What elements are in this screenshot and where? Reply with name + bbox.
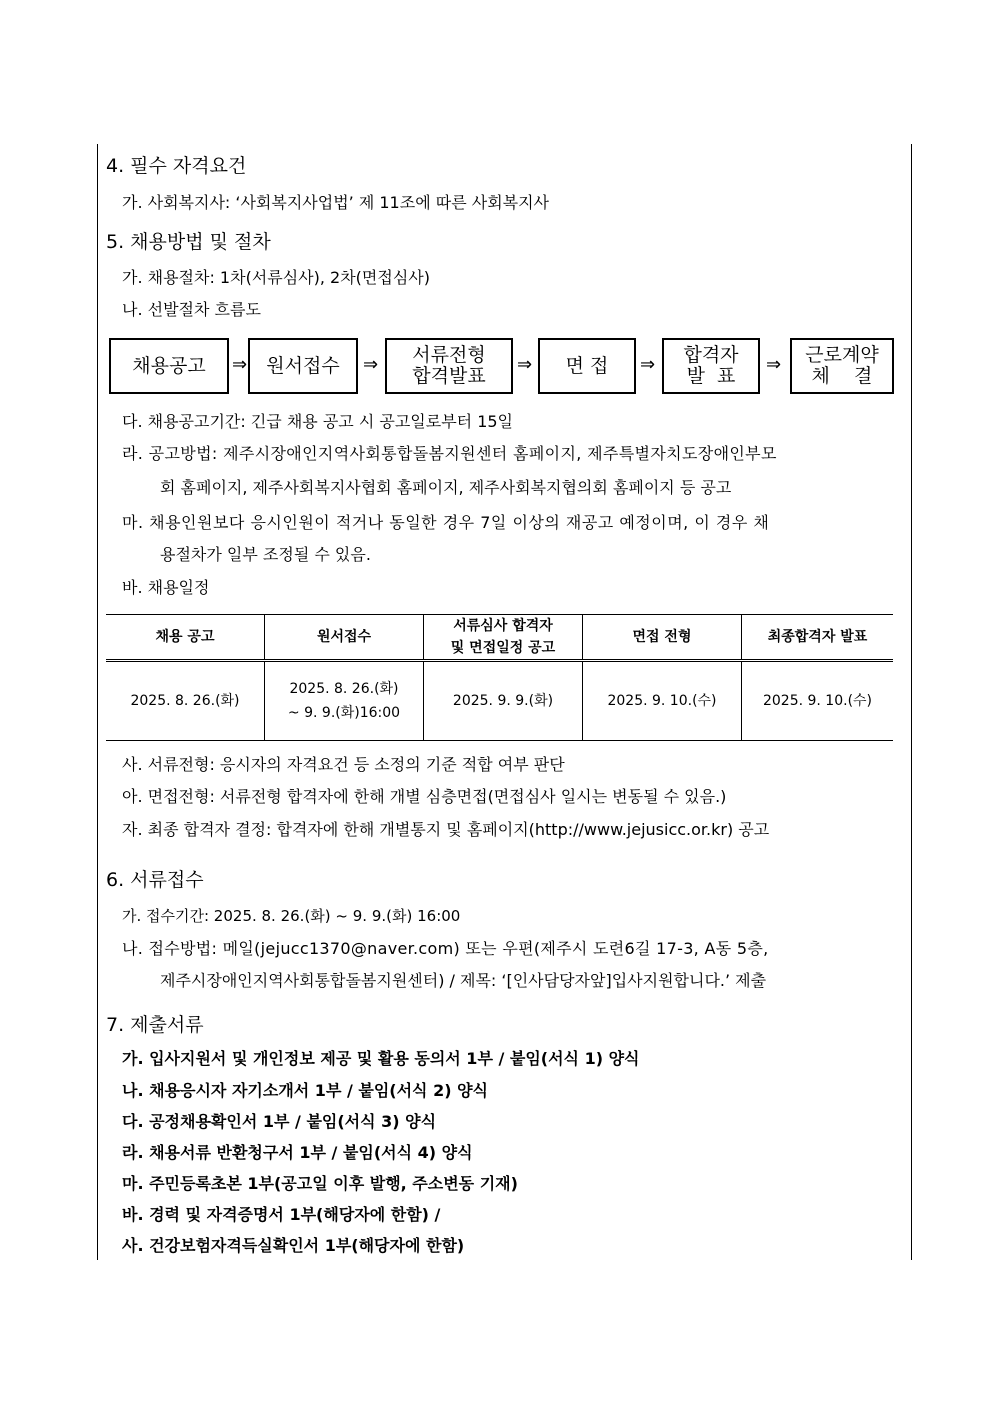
flow-arrow: ⇒ <box>766 354 782 375</box>
section-7-item: 마. 주민등록초본 1부(공고일 이후 발행, 주소변동 기재) <box>122 1174 518 1193</box>
section-5-item-na: 나. 선발절차 흐름도 <box>122 300 261 319</box>
section-6-item-ga: 가. 접수기간: 2025. 8. 26.(화) ~ 9. 9.(화) 16:00 <box>122 907 461 925</box>
schedule-header-cell: 면접 전형 <box>583 615 742 661</box>
flow-step-application: 원서접수 <box>248 338 358 394</box>
section-7-item: 나. 채용응시자 자기소개서 1부 / 붙임(서식 2) 양식 <box>122 1081 489 1100</box>
schedule-header-cell: 채용 공고 <box>106 615 265 661</box>
schedule-table <box>106 614 893 741</box>
flow-step-contract: 근로계약 체 결 <box>790 338 894 394</box>
section-7-item: 라. 채용서류 반환청구서 1부 / 붙임(서식 4) 양식 <box>122 1143 473 1162</box>
section-5-item-a: 아. 면접전형: 서류전형 합격자에 한해 개별 심층면접(면접심사 일시는 변동될 수 있음.) <box>122 787 727 806</box>
schedule-cell: 2025. 8. 26.(화) ~ 9. 9.(화)16:00 <box>265 661 424 741</box>
section-5-item-da: 다. 채용공고기간: 긴급 채용 공고 시 공고일로부터 15일 <box>122 412 514 431</box>
schedule-header-cell: 서류심사 합격자 및 면접일정 공고 <box>424 615 583 661</box>
flow-step-interview: 면 접 <box>538 338 636 394</box>
flow-step-document-screening: 서류전형 합격발표 <box>385 338 513 394</box>
flow-arrow: ⇒ <box>640 354 656 375</box>
section-5-item-ja: 자. 최종 합격자 결정: 합격자에 한해 개별통지 및 홈페이지(http://www.jejusicc.or.kr) 공고 <box>122 820 770 839</box>
flow-arrow: ⇒ <box>232 354 248 375</box>
section-7-item: 다. 공정채용확인서 1부 / 붙임(서식 3) 양식 <box>122 1112 437 1131</box>
flow-step-pass-announcement: 합격자 발 표 <box>662 338 760 394</box>
section-7-item: 가. 입사지원서 및 개인정보 제공 및 활용 동의서 1부 / 붙임(서식 1) 양식 <box>122 1049 640 1068</box>
schedule-header-cell: 최종합격자 발표 <box>742 615 894 661</box>
section-5-item-ga: 가. 채용절차: 1차(서류심사), 2차(면접심사) <box>122 268 430 287</box>
section-7-item: 사. 건강보험자격득실확인서 1부(해당자에 한함) <box>122 1236 465 1255</box>
schedule-row <box>106 661 893 741</box>
section-4-heading: 4. 필수 자격요건 <box>106 155 247 177</box>
schedule-header-cell: 원서접수 <box>265 615 424 661</box>
schedule-cell: 2025. 9. 9.(화) <box>424 661 583 741</box>
section-5-item-ra-line1: 라. 공고방법: 제주시장애인지역사회통합돌봄지원센터 홈페이지, 제주특별자치도장애인부모 <box>122 444 777 463</box>
schedule-cell: 2025. 9. 10.(수) <box>742 661 894 741</box>
flow-step-recruit-notice: 채용공고 <box>109 338 229 394</box>
section-5-item-ma-line1: 마. 채용인원보다 응시인원이 적거나 동일한 경우 7일 이상의 재공고 예정이며, 이 경우 채 <box>122 513 770 532</box>
section-6-heading: 6. 서류접수 <box>106 869 204 891</box>
section-4-item-ga: 가. 사회복지사: ‘사회복지사업법’ 제 11조에 따른 사회복지사 <box>122 193 550 212</box>
schedule-header-row <box>106 615 893 661</box>
section-5-heading: 5. 채용방법 및 절차 <box>106 231 271 253</box>
section-6-item-na-line2: 제주시장애인지역사회통합돌봄지원센터) / 제목: ‘[인사담당자앞]입사지원합니다.’ 제출 <box>160 971 767 990</box>
schedule-cell: 2025. 9. 10.(수) <box>583 661 742 741</box>
schedule-cell: 2025. 8. 26.(화) <box>106 661 265 741</box>
section-5-item-ba: 바. 채용일정 <box>122 578 210 597</box>
flow-arrow: ⇒ <box>363 354 379 375</box>
section-5-item-sa: 사. 서류전형: 응시자의 자격요건 등 소정의 기준 적합 여부 판단 <box>122 755 565 774</box>
section-5-item-ma-line2: 용절차가 일부 조정될 수 있음. <box>160 545 371 564</box>
section-6-item-na-line1: 나. 접수방법: 메일(jejucc1370@naver.com) 또는 우편(제주시 도련6길 17-3, A동 5층, <box>122 939 769 958</box>
flow-arrow: ⇒ <box>517 354 533 375</box>
section-7-item: 바. 경력 및 자격증명서 1부(해당자에 한함) / <box>122 1205 441 1224</box>
section-5-item-ra-line2: 회 홈페이지, 제주사회복지사협회 홈페이지, 제주사회복지협의회 홈페이지 등 공고 <box>160 478 732 497</box>
section-7-heading: 7. 제출서류 <box>106 1014 204 1036</box>
